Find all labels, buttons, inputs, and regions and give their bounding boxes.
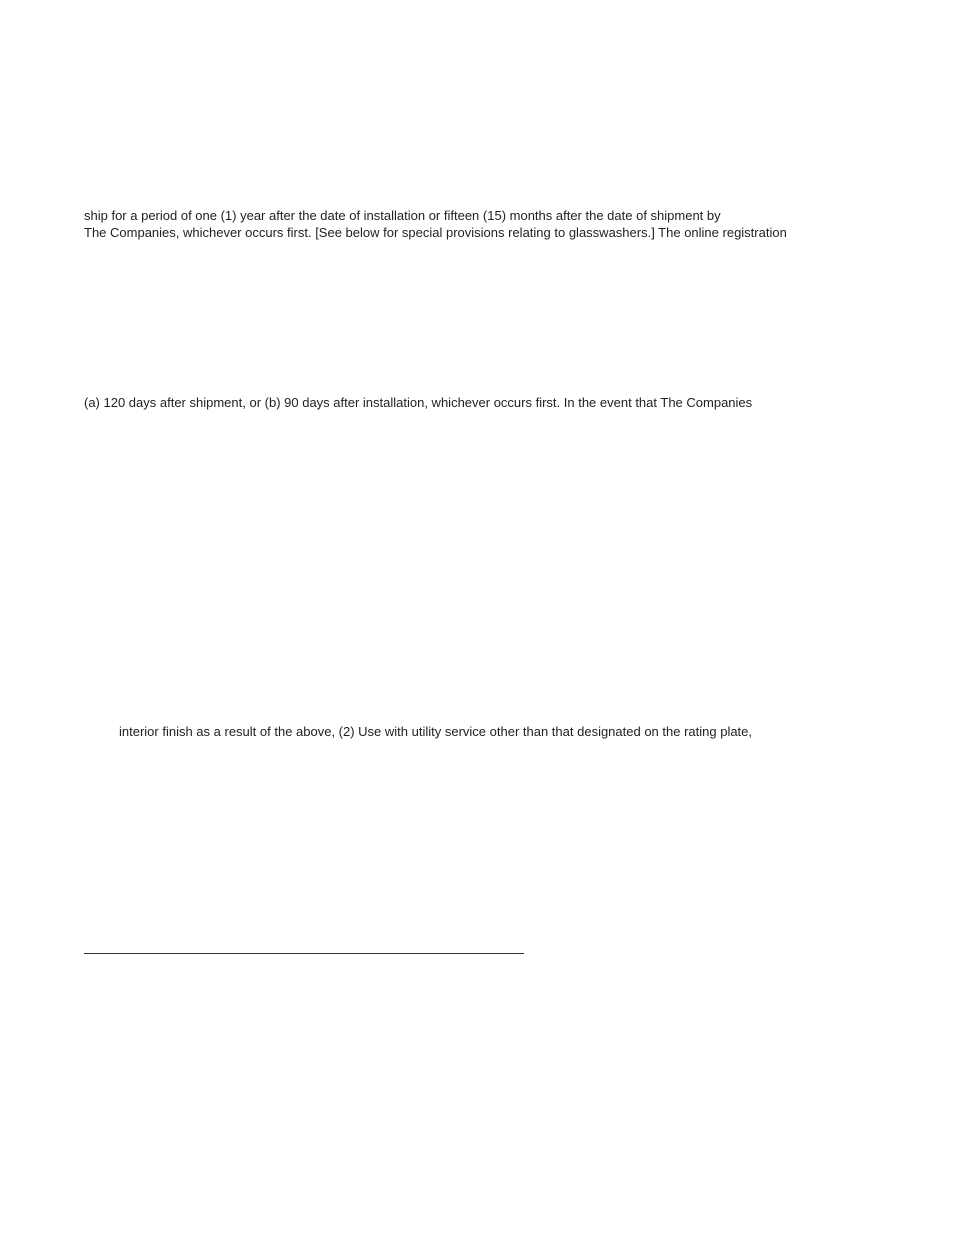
warranty-text-line-2: The Companies, whichever occurs first. [See below for special provisions relating to glasswashers.] The online registration — [84, 225, 787, 240]
footnote-separator — [84, 953, 524, 954]
warranty-text-line-3: (a) 120 days after shipment, or (b) 90 days after installation, whichever occurs first. In the event that The Companies — [84, 395, 753, 410]
warranty-text-line-4: interior finish as a result of the above, (2) Use with utility service other than that designated on the rating plate, — [119, 724, 753, 739]
warranty-text-line-1: ship for a period of one (1) year after the date of installation or fifteen (15) months after the date of shipment by — [84, 208, 721, 223]
